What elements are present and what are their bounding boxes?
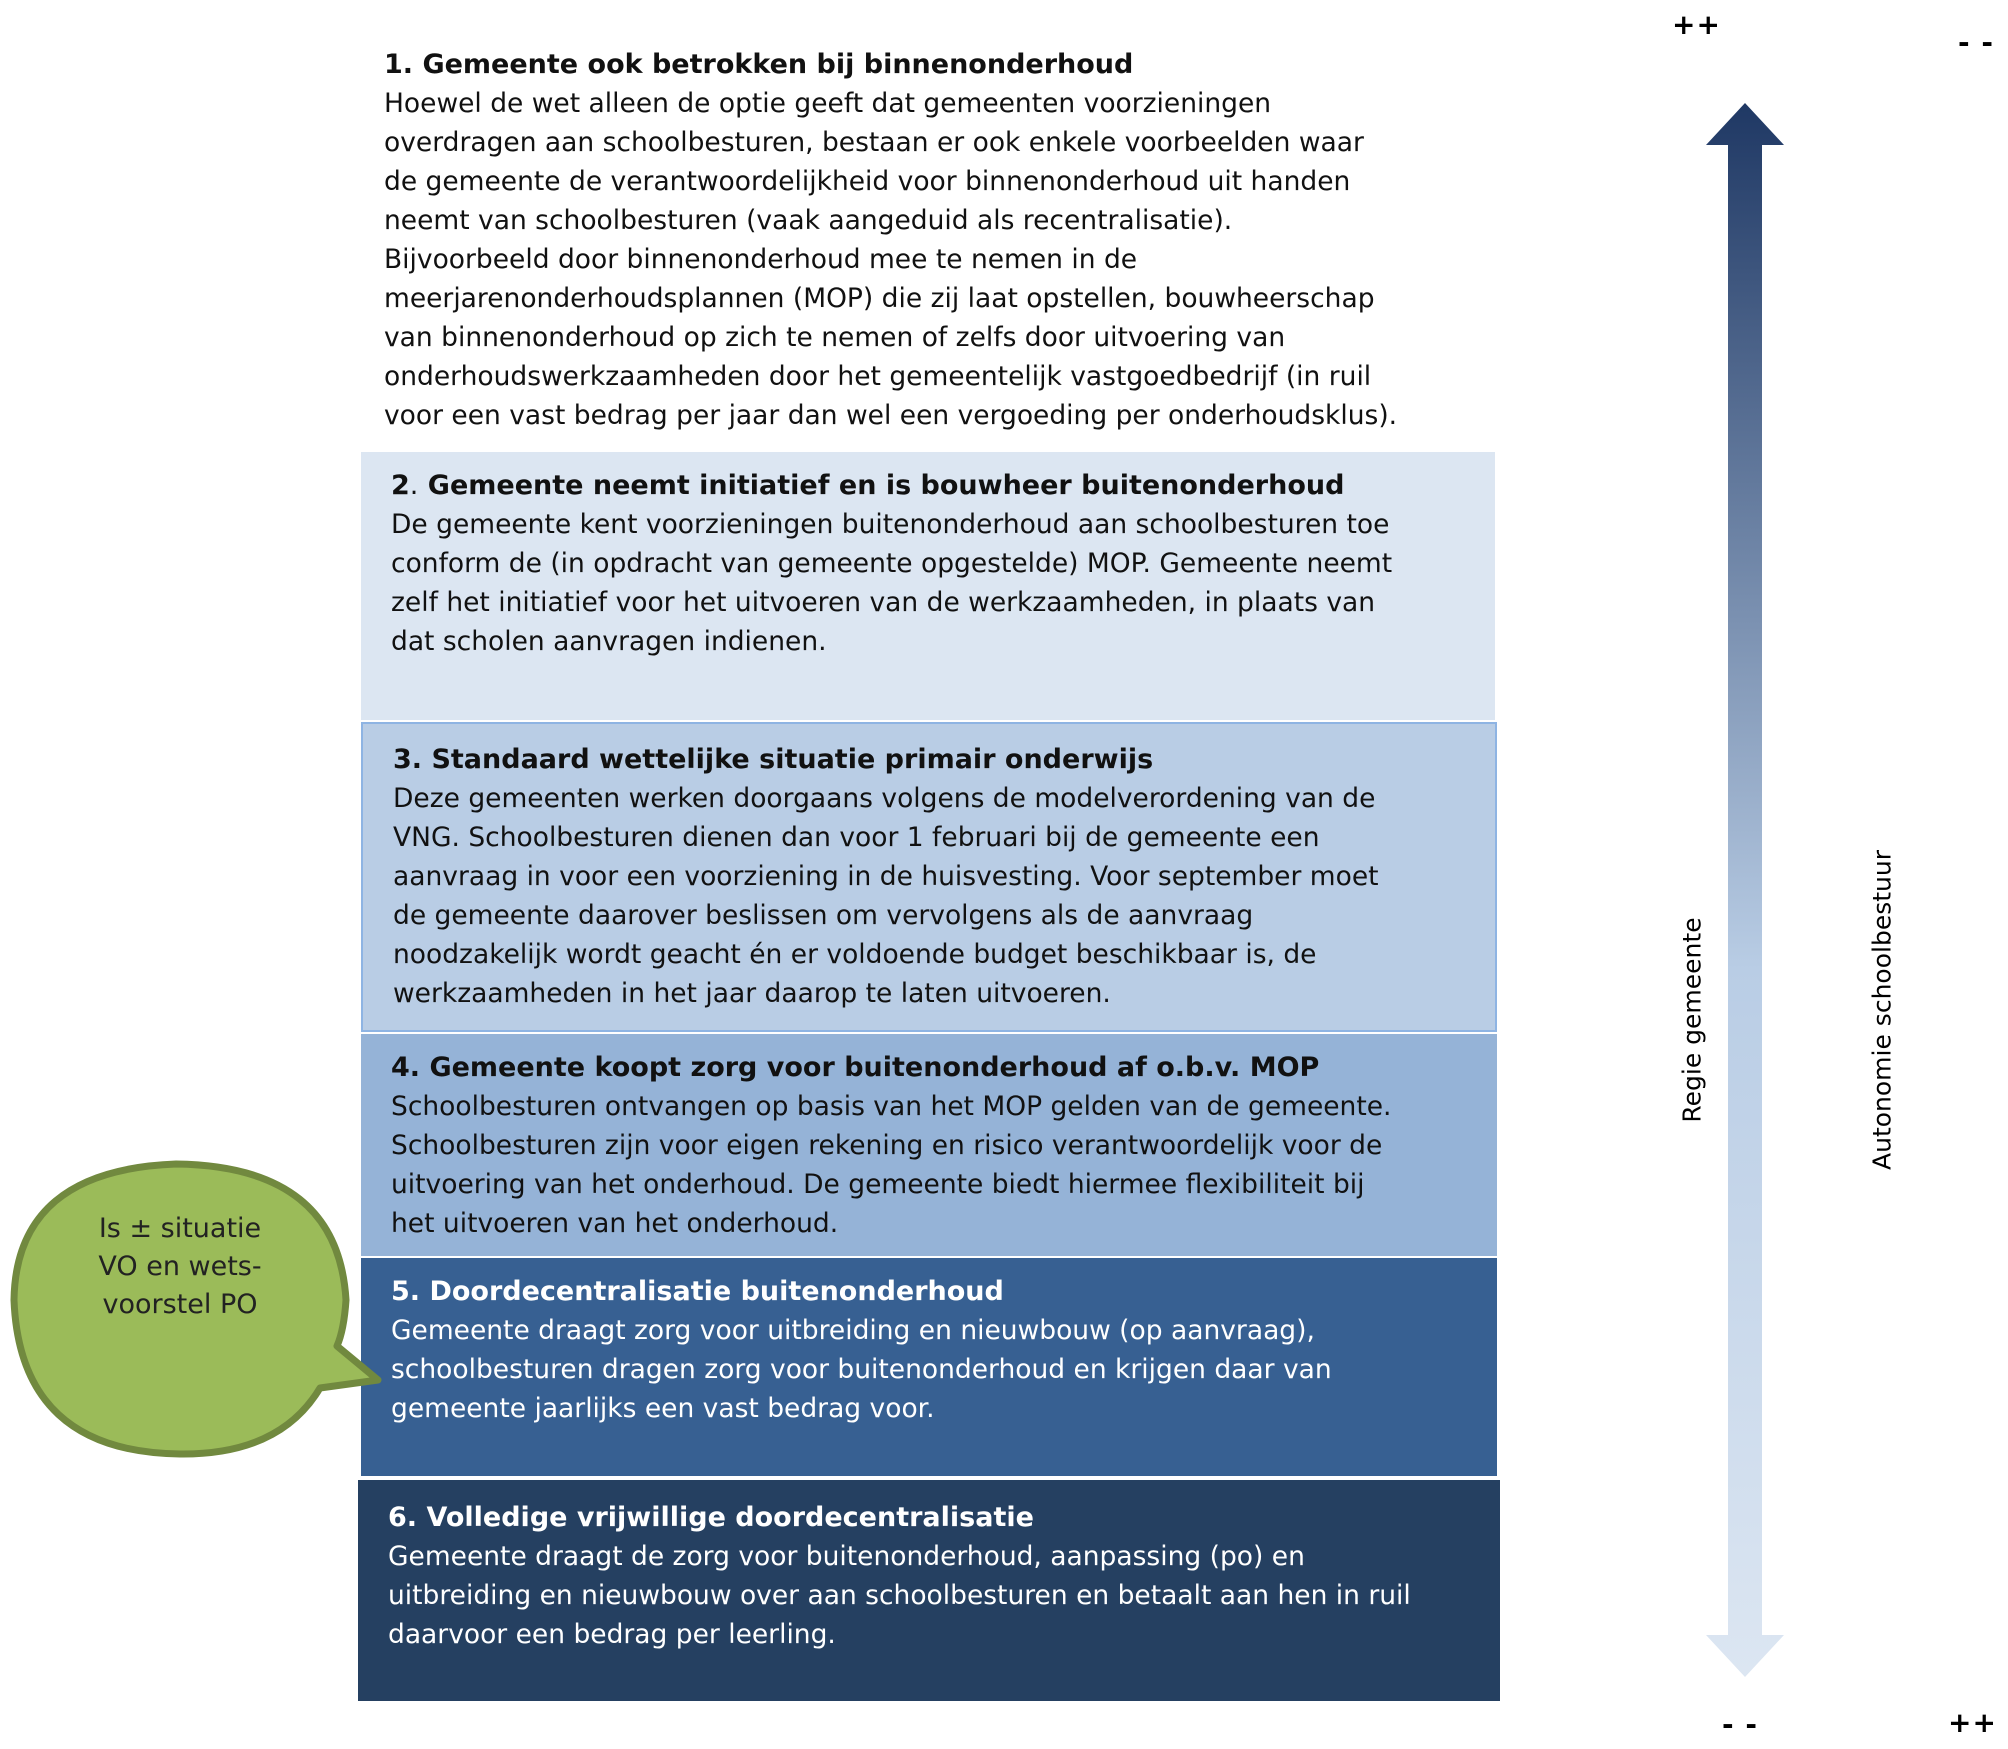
step-6-body: Gemeente draagt de zorg voor buitenonderhoud, aanpassing (po) en uitbreiding en nieuwbouw over aan schoolbesturen en betaalt aan hen in ruil daarvoor een bedrag per leerling. <box>388 1541 1411 1650</box>
step-5-body: Gemeente draagt zorg voor uitbreiding en nieuwbouw (op aanvraag), schoolbesturen dragen zorg voor buitenonderhoud en krijgen daar van gemeente jaarlijks een vast bedrag voor. <box>391 1315 1332 1424</box>
callout-text: Is ± situatie VO en wets- voorstel PO <box>98 1213 262 1320</box>
double-arrow-icon <box>1700 100 1790 1680</box>
autonomie-bottom-marker: ++ <box>1948 1706 1997 1739</box>
step-2-title-text: Gemeente neemt initiatief en is bouwheer buitenonderhoud <box>418 470 1345 501</box>
step-1-block <box>358 40 1508 435</box>
step-5-title: 5. Doordecentralisatie buitenonderhoud <box>391 1276 1004 1307</box>
step-1-body: Hoewel de wet alleen de optie geeft dat gemeenten voorzieningen overdragen aan schoolbesturen, bestaan er ook enkele voorbeelden waar de gemeente de verantwoordelijkheid voor binnenonderhoud uit handen neemt van schoolbesturen (vaak aangeduid als recentralisatie). Bijvoorbeeld door binnenonderhoud mee te nemen in de meerjarenonderhoudsplannen (MOP) die zij laat opstellen, bouwheerschap van binnenonderhoud op zich te nemen of zelfs door uitvoering van onderhoudswerkzaamheden door het gemeentelijk vastgoedbedrijf (in ruil voor een vast bedrag per jaar dan wel een vergoeding per onderhoudsklus). <box>384 88 1398 431</box>
step-2-title <box>391 466 1495 505</box>
step-2-number: 2 <box>391 470 410 501</box>
autonomie-schoolbestuur-label: Autonomie schoolbestuur <box>1867 849 1897 1171</box>
step-5-block <box>361 1258 1497 1476</box>
step-3-title: 3. Standaard wettelijke situatie primair onderwijs <box>393 744 1154 775</box>
step-2-dot: . <box>409 470 419 501</box>
arrow-shape <box>1706 103 1784 1677</box>
step-4-body: Schoolbesturen ontvangen op basis van het MOP gelden van de gemeente. Schoolbesturen zijn voor eigen rekening en risico verantwoordelijk voor de uitvoering van het onderhoud. De gemeente biedt hiermee flexibiliteit bij het uitvoeren van het onderhoud. <box>391 1091 1392 1239</box>
step-3-body: Deze gemeenten werken doorgaans volgens de modelverordening van de VNG. Schoolbesturen dienen dan voor 1 februari bij de gemeente een aanvraag in voor een voorziening in de huisvesting. Voor september moet de gemeente daarover beslissen om vervolgens als de aanvraag noodzakelijk wordt geacht én er voldoende budget beschikbaar is, de werkzaamheden in het jaar daarop te laten uitvoeren. <box>393 783 1379 1009</box>
regie-top-marker: ++ <box>1672 8 1721 41</box>
step-4-title: 4. Gemeente koopt zorg voor buitenonderhoud af o.b.v. MOP <box>391 1052 1320 1083</box>
step-2-block <box>361 452 1495 720</box>
step-6-title: 6. Volledige vrijwillige doordecentralisatie <box>388 1502 1034 1533</box>
step-6-block <box>358 1480 1500 1701</box>
step-4-block <box>361 1034 1497 1256</box>
regie-gemeente-label: Regie gemeente <box>1677 917 1707 1123</box>
regie-bottom-marker: - - <box>1722 1708 1758 1741</box>
step-1-title: 1. Gemeente ook betrokken bij binnenonderhoud <box>384 49 1134 80</box>
step-3-block <box>361 722 1497 1032</box>
autonomie-top-marker: - - <box>1958 26 1994 59</box>
step-2-body: De gemeente kent voorzieningen buitenonderhoud aan schoolbesturen toe conform de (in opdracht van gemeente opgestelde) MOP. Gemeente neemt zelf het initiatief voor het uitvoeren van de werkzaamheden, in plaats van dat scholen aanvragen indienen. <box>391 509 1393 657</box>
